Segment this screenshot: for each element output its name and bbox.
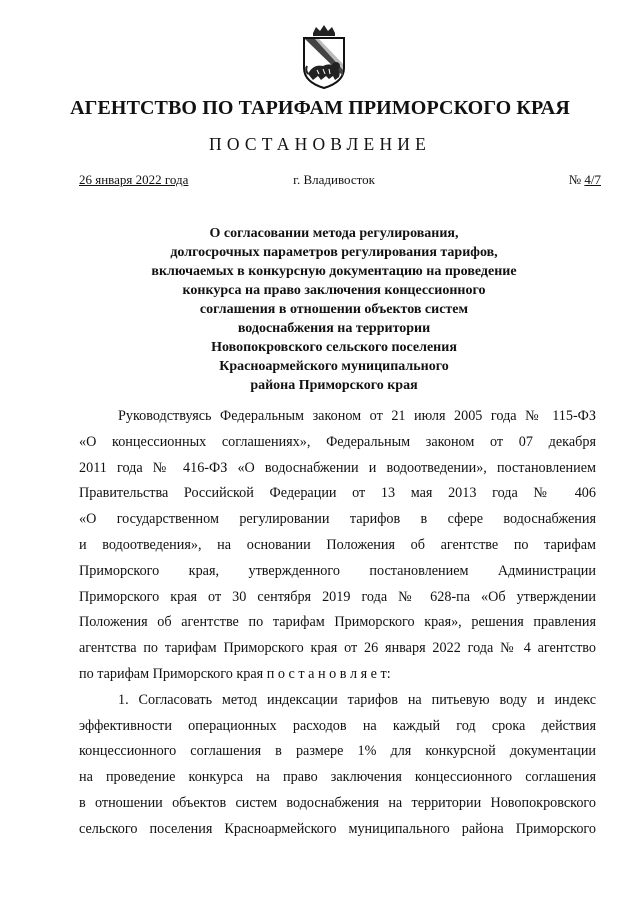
subject-line: долгосрочных параметров регулирования тарифов,	[170, 245, 498, 260]
subject-line: включаемых в конкурсную документацию на проведение	[151, 264, 517, 279]
body-line: Приморского края, утвержденного постановлением Администрации	[79, 562, 596, 579]
body-line: Руководствуясь Федеральным законом от 21 июля 2005 года № 115-ФЗ	[118, 408, 596, 424]
body-line: Положения об агентстве по тарифам Приморского края», решения правления	[79, 614, 596, 631]
coat-of-arms-icon	[299, 24, 349, 90]
body-line: агентства по тарифам Приморского края от 26 января 2022 года № 4 агентство	[79, 640, 596, 657]
subject-line: района Приморского края	[250, 378, 418, 393]
body-line: и водоотведения», на основании Положения об агентстве по тарифам	[79, 536, 596, 553]
subject-line: соглашения в отношении объектов систем	[199, 302, 469, 317]
subject-line: конкурса на право заключения концессионного	[182, 283, 486, 298]
document-number-prefix: №	[568, 172, 585, 187]
body-line: эффективности операционных расходов на каждый год срока действия	[79, 717, 596, 734]
document-body	[79, 404, 596, 843]
subject-line: Красноармейского муниципального	[219, 359, 449, 374]
subject-line: О согласовании метода регулирования,	[209, 226, 459, 241]
body-line: 2011 года № 416-ФЗ «О водоснабжении и водоотведении», постановлением	[79, 459, 596, 476]
body-line: сельского поселения Красноармейского муниципального района Приморского	[79, 820, 596, 837]
body-line: на проведение конкурса на право заключения концессионного соглашения	[79, 769, 596, 786]
document-city: г. Владивосток	[293, 172, 375, 187]
body-line: Правительства Российской Федерации от 13 мая 2013 года № 406	[79, 485, 596, 502]
body-line: по тарифам Приморского края п о с т а н о в л я е т:	[79, 665, 391, 682]
document-type: ПОСТАНОВЛЕНИЕ	[208, 134, 432, 154]
subject-line: Новопокровского сельского поселения	[211, 340, 457, 355]
subject-line: водоснабжения на территории	[237, 321, 431, 336]
document-number-value: 4/7	[584, 172, 601, 187]
body-line: «О концессионных соглашениях», Федеральным законом от 07 декабря	[79, 433, 596, 450]
body-line: Приморского края от 30 сентября 2019 года № 628-па «Об утверждении	[79, 588, 596, 605]
document-subject	[0, 224, 640, 395]
document-number	[569, 172, 601, 188]
body-line: «О государственном регулировании тарифов в сфере водоснабжения	[79, 511, 596, 528]
body-line: 1. Согласовать метод индексации тарифов на питьевую воду и индекс	[118, 691, 596, 708]
body-line: концессионного соглашения в размере 1% для конкурсной документации	[79, 743, 596, 760]
document-date: 26 января 2022 года	[79, 172, 189, 187]
body-line: в отношении объектов систем водоснабжения на территории Новопокровского	[79, 794, 596, 811]
agency-title: АГЕНТСТВО ПО ТАРИФАМ ПРИМОРСКОГО КРАЯ	[70, 97, 570, 119]
